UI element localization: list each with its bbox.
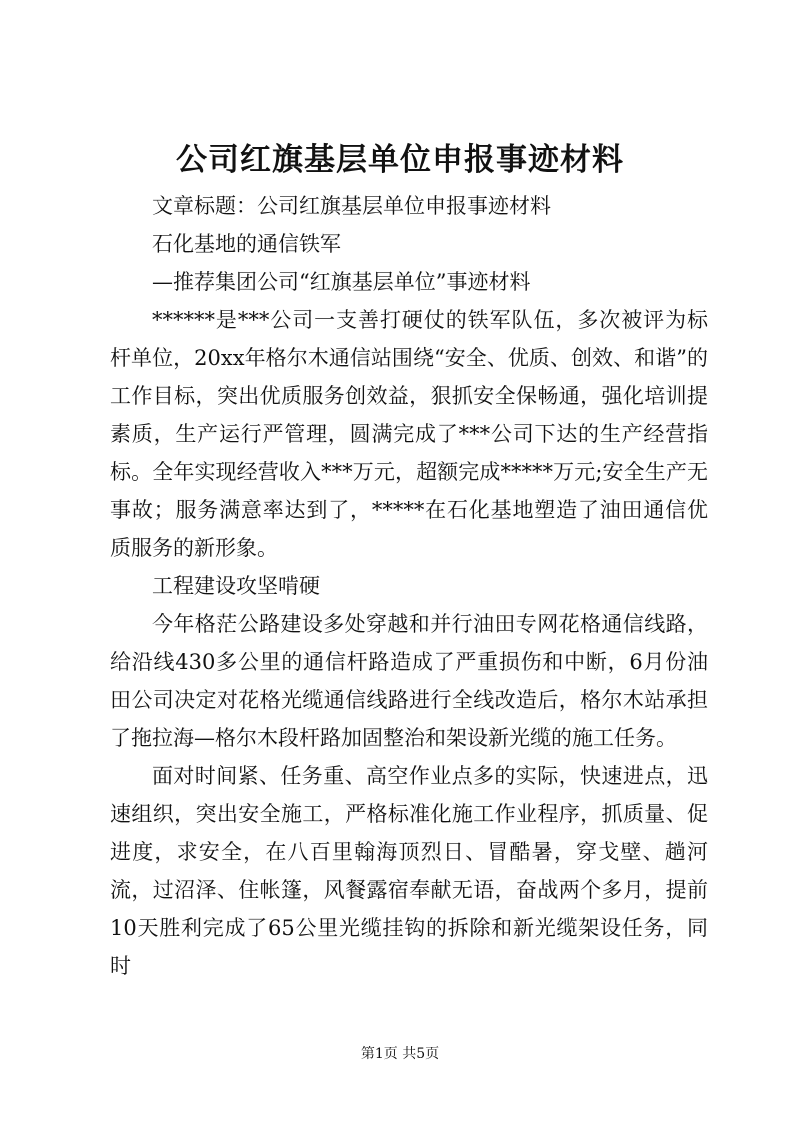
document-title: 公司红旗基层单位申报事迹材料 (176, 142, 624, 178)
subtitle-line: 石化基地的通信铁军 (152, 232, 341, 256)
section-heading: 工程建设攻坚啃硬 (152, 574, 320, 598)
body-paragraph: ******是***公司一支善打硬仗的铁军队伍，多次被评为标杆单位，20xx年格尔木通信站围绕“安全、优质、创效、和谐”的工作目标，突出优质服务创效益，狠抓安全保畅通，强化培训提素质，生产运行严管理，圆满完成了***公司下达的生产经营指标。全年实现经营收入***万元，超额完成*****万元;安全生产无事故；服务满意率达到了，*****在石化基地塑造了油田通信优质服务的新形象。 (110, 308, 708, 560)
recommendation-line: —推荐集团公司“红旗基层单位”事迹材料 (152, 270, 531, 294)
body-paragraph: 今年格茫公路建设多处穿越和并行油田专网花格通信线路，给沿线430多公里的通信杆路造成了严重损伤和中断，6月份油田公司决定对花格光缆通信线路进行全线改造后，格尔木站承担了拖拉海—格尔木段杆路加固整治和架设新光缆的施工任务。 (110, 612, 708, 750)
article-title-line: 文章标题：公司红旗基层单位申报事迹材料 (152, 194, 551, 218)
document-body (110, 187, 708, 985)
page-number-footer: 第1页 共5页 (360, 1046, 440, 1062)
body-paragraph: 面对时间紧、任务重、高空作业点多的实际，快速进点，迅速组织，突出安全施工，严格标准化施工作业程序，抓质量、促进度，求安全，在八百里翰海顶烈日、冒酷暑，穿戈壁、趟河流，过沼泽、住帐篷，风餐露宿奉献无语，奋战两个多月，提前10天胜利完成了65公里光缆挂钩的拆除和新光缆架设任务，同时 (110, 764, 708, 978)
